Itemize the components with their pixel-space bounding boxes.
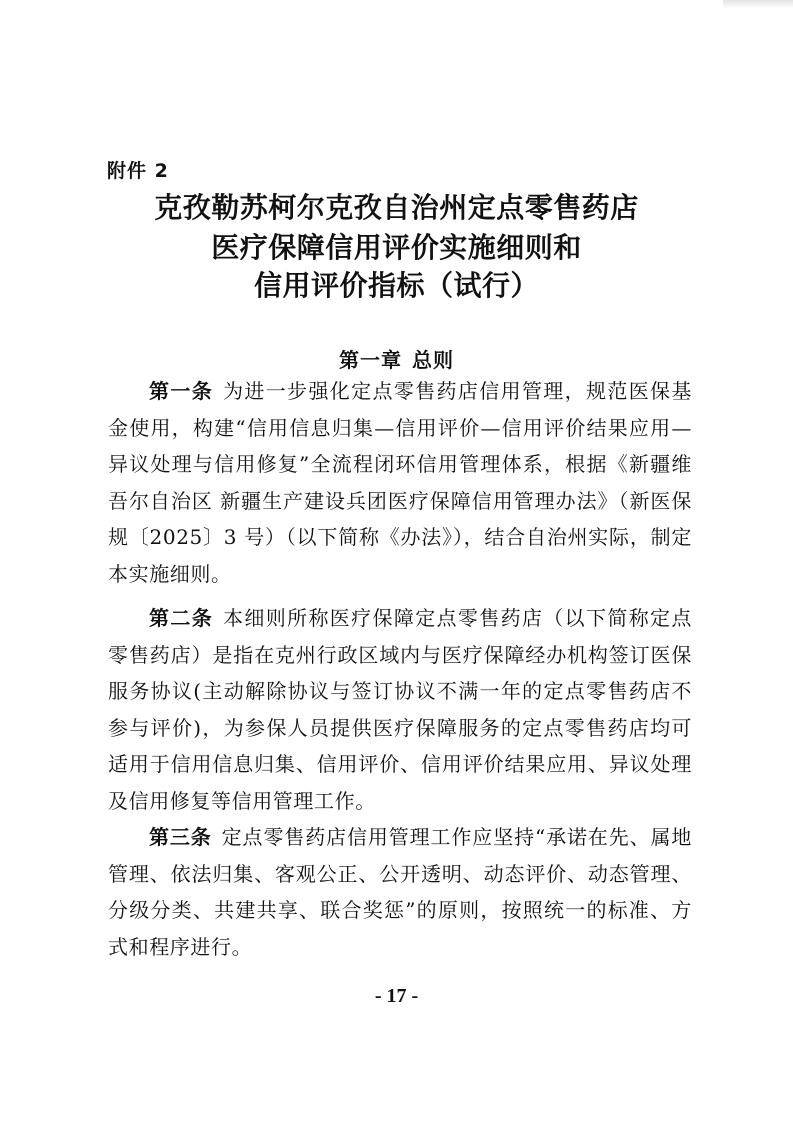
chapter-name: 总则 <box>412 348 454 372</box>
article-2-text: 本细则所称医疗保障定点零售药店（以下简称定点零售药店）是指在克州行政区域内与医疗保障经办机构签订医保服务协议(主动解除协议与签订协议不满一年的定点零售药店不参与评价)，为参保人员提供医疗保障服务的定点零售药店均可适用于信用信息归集、信用评价、信用评价结果应用、异议处理及信用修复等信用管理工作。 <box>108 606 692 813</box>
page-number: - 17 - <box>374 985 419 1007</box>
article-1-number: 第一条 <box>149 379 214 403</box>
article-3 <box>108 819 692 965</box>
scan-edge-shadow <box>723 0 793 8</box>
article-3-text: 定点零售药店信用管理工作应坚持“承诺在先、属地管理、依法归集、客观公正、公开透明、动态评价、动态管理、分级分类、共建共享、联合奖惩”的原则，按照统一的标准、方式和程序进行。 <box>108 825 692 959</box>
chapter-heading <box>0 344 793 373</box>
article-3-number: 第三条 <box>149 825 212 849</box>
article-1-text: 为进一步强化定点零售药店信用管理，规范医保基金使用，构建“信用信息归集—信用评价—信用评价结果应用—异议处理与信用修复”全流程闭环信用管理体系，根据《新疆维吾尔自治区 新疆生产建设兵团医疗保障信用管理办法》（新医保规〔2025〕3 号）（以下简称《办法》），结合自治州实际，制定本实施细则。 <box>108 379 692 586</box>
document-title-line-2: 医疗保障信用评价实施细则和 <box>211 231 582 264</box>
document-title-line-1: 克孜勒苏柯尔克孜自治州定点零售药店 <box>154 191 639 224</box>
article-2-number: 第二条 <box>149 606 214 630</box>
chapter-number: 第一章 <box>339 348 402 372</box>
attachment-label: 附件 2 <box>107 160 169 182</box>
article-2 <box>108 600 692 819</box>
document-title-line-3: 信用评价指标（试行） <box>253 269 539 302</box>
article-1 <box>108 373 692 592</box>
